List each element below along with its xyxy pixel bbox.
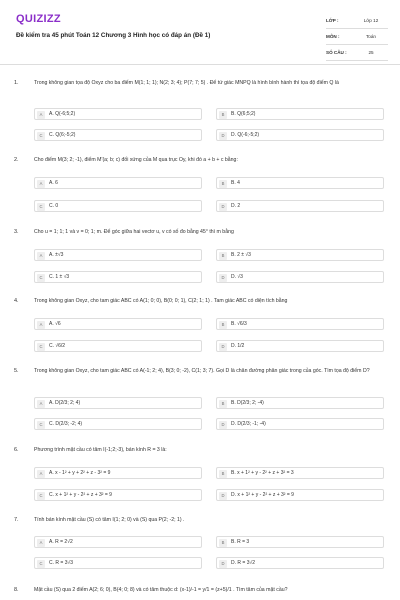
option-a[interactable] [34, 249, 202, 261]
option-badge: D [219, 421, 227, 429]
option-badge: A [37, 321, 45, 329]
option-text: C. x + 1² + y - 2² + z + 3² = 9 [49, 492, 112, 498]
meta-row-count [326, 45, 388, 61]
option-d[interactable] [216, 340, 384, 352]
option-d[interactable] [216, 418, 384, 430]
option-badge: A [37, 180, 45, 188]
option-text: B. 4 [231, 180, 240, 186]
option-a[interactable] [34, 397, 202, 409]
option-d[interactable] [216, 489, 384, 501]
option-c[interactable] [34, 129, 202, 141]
option-badge: C [37, 560, 45, 568]
option-text: A. 6 [49, 180, 58, 186]
option-badge: C [37, 492, 45, 500]
option-c[interactable] [34, 340, 202, 352]
option-badge: A [37, 252, 45, 260]
option-text: C. √6/2 [49, 343, 66, 349]
question-text: Trong không gian Oxyz, cho tam giác ABC có A(1; 0; 0), B(0; 0; 1), C(2; 1; 1) . Tam giác ABC có diện tích bằng [34, 298, 288, 304]
option-a[interactable] [34, 467, 202, 479]
option-a[interactable] [34, 536, 202, 548]
option-badge: C [37, 274, 45, 282]
option-d[interactable] [216, 200, 384, 212]
option-b[interactable] [216, 397, 384, 409]
option-badge: A [37, 539, 45, 547]
quizizz-logo: QUIZIZZ [16, 13, 61, 25]
option-b[interactable] [216, 177, 384, 189]
meta-key: LỚP : [326, 18, 339, 23]
option-text: A. Q(-6;5;2) [49, 111, 76, 117]
option-text: B. Q(6;5;2) [231, 111, 256, 117]
option-text: B. R = 3 [231, 539, 250, 545]
option-text: C. Q(6;-5;2) [49, 132, 76, 138]
option-text: D. √3 [231, 274, 243, 280]
option-c[interactable] [34, 271, 202, 283]
option-badge: A [37, 400, 45, 408]
option-a[interactable] [34, 177, 202, 189]
option-badge: D [219, 492, 227, 500]
meta-row-grade [326, 13, 388, 29]
question-text: Cho điểm M(3; 2; -1), điểm M'(a; b; c) đối xứng của M qua trục Oy, khi đó a + b + c bằng: [34, 157, 238, 163]
option-c[interactable] [34, 557, 202, 569]
question-number: 1. [14, 80, 19, 86]
option-badge: C [37, 203, 45, 211]
option-b[interactable] [216, 467, 384, 479]
option-a[interactable] [34, 108, 202, 120]
question-number: 2. [14, 157, 19, 163]
question-text: Cho u = 1; 1; 1 và v = 0; 1; m. Để góc giữa hai vectơ u, v có số đo bằng 45° thì m bằng [34, 229, 234, 235]
option-badge: D [219, 132, 227, 140]
option-c[interactable] [34, 418, 202, 430]
option-text: D. Q(-6;-5;2) [231, 132, 260, 138]
option-badge: B [219, 252, 227, 260]
option-d[interactable] [216, 557, 384, 569]
question-number: 6. [14, 447, 19, 453]
question-number: 3. [14, 229, 19, 235]
option-badge: C [37, 132, 45, 140]
option-badge: D [219, 343, 227, 351]
option-badge: B [219, 180, 227, 188]
option-text: B. 2 ± √3 [231, 252, 251, 258]
option-badge: D [219, 560, 227, 568]
option-d[interactable] [216, 271, 384, 283]
meta-value: 25 [368, 50, 374, 55]
option-badge: D [219, 203, 227, 211]
option-text: D. 2 [231, 203, 241, 209]
option-d[interactable] [216, 129, 384, 141]
option-text: A. D(2/3; 2; 4) [49, 400, 81, 406]
option-text: A. R = 2√2 [49, 539, 73, 545]
option-badge: D [219, 274, 227, 282]
option-text: B. x + 1² + y - 2² + z + 3² = 3 [231, 470, 294, 476]
option-badge: B [219, 470, 227, 478]
question-text: Trong không gian tọa độ Oxyz cho ba điểm M(1; 1; 1); N(2; 3; 4); P(7; 7; 5) . Để tứ giác MNPQ là hình bình hành thì tọa độ điểm Q là [34, 80, 339, 86]
option-badge: B [219, 321, 227, 329]
option-text: D. 1/2 [231, 343, 245, 349]
meta-key: SỐ CÂU : [326, 50, 347, 55]
meta-value: Lớp 12 [363, 18, 379, 23]
question-number: 4. [14, 298, 19, 304]
option-b[interactable] [216, 249, 384, 261]
option-b[interactable] [216, 108, 384, 120]
option-badge: A [37, 470, 45, 478]
option-badge: A [37, 111, 45, 119]
meta-table [326, 13, 388, 61]
question-text: Phương trình mặt cầu có tâm I(-1;2;-3), bán kính R = 3 là: [34, 447, 167, 453]
question-number: 5. [14, 368, 19, 374]
option-text: A. x - 1² + y + 2² + z - 3² = 9 [49, 470, 111, 476]
option-badge: B [219, 539, 227, 547]
option-badge: C [37, 421, 45, 429]
option-text: C. 1 ± √3 [49, 274, 70, 280]
question-number: 8. [14, 587, 19, 593]
page-header [0, 0, 400, 65]
option-text: B. √6/3 [231, 321, 247, 327]
option-badge: B [219, 400, 227, 408]
meta-key: MÔN : [326, 34, 340, 39]
option-text: C. 0 [49, 203, 59, 209]
option-text: D. x + 1² + y - 2² + z + 3² = 9 [231, 492, 294, 498]
option-c[interactable] [34, 489, 202, 501]
option-text: B. D(2/3; 2; -4) [231, 400, 264, 406]
option-badge: C [37, 343, 45, 351]
option-text: D. R = 3√2 [231, 560, 256, 566]
option-badge: B [219, 111, 227, 119]
option-text: D. D(2/3; -1; -4) [231, 421, 266, 427]
option-text: A. ±√3 [49, 252, 64, 258]
meta-row-subject [326, 29, 388, 45]
question-text: Tính bán kính mặt cầu (S) có tâm I(1; 2; 0) và (S) qua P(2; -2; 1) . [34, 517, 185, 523]
option-c[interactable] [34, 200, 202, 212]
meta-value: Toán [366, 34, 376, 39]
document-title: Đề kiểm tra 45 phút Toán 12 Chương 3 Hình học có đáp án (Đề 1) [16, 32, 211, 39]
option-text: C. D(2/3; -2; 4) [49, 421, 83, 427]
option-text: C. R = 3√3 [49, 560, 74, 566]
option-b[interactable] [216, 318, 384, 330]
question-number: 7. [14, 517, 19, 523]
option-a[interactable] [34, 318, 202, 330]
question-text: Mặt cầu (S) qua 2 điểm A(2; 6; 0), B(4; 0; 8) và có tâm thuộc d: (x-1)/-1 = y/1 = (z+5)/1 . Tìm tâm của mặt cầu? [34, 587, 288, 593]
question-text: Trong không gian Oxyz, cho tam giác ABC có A(-1; 2; 4), B(3; 0; -2), C(1; 3; 7). Gọi D là chân đường phân giác trong của góc. Tìm tọa độ điểm D? [34, 368, 370, 374]
option-text: A. √6 [49, 321, 61, 327]
option-b[interactable] [216, 536, 384, 548]
